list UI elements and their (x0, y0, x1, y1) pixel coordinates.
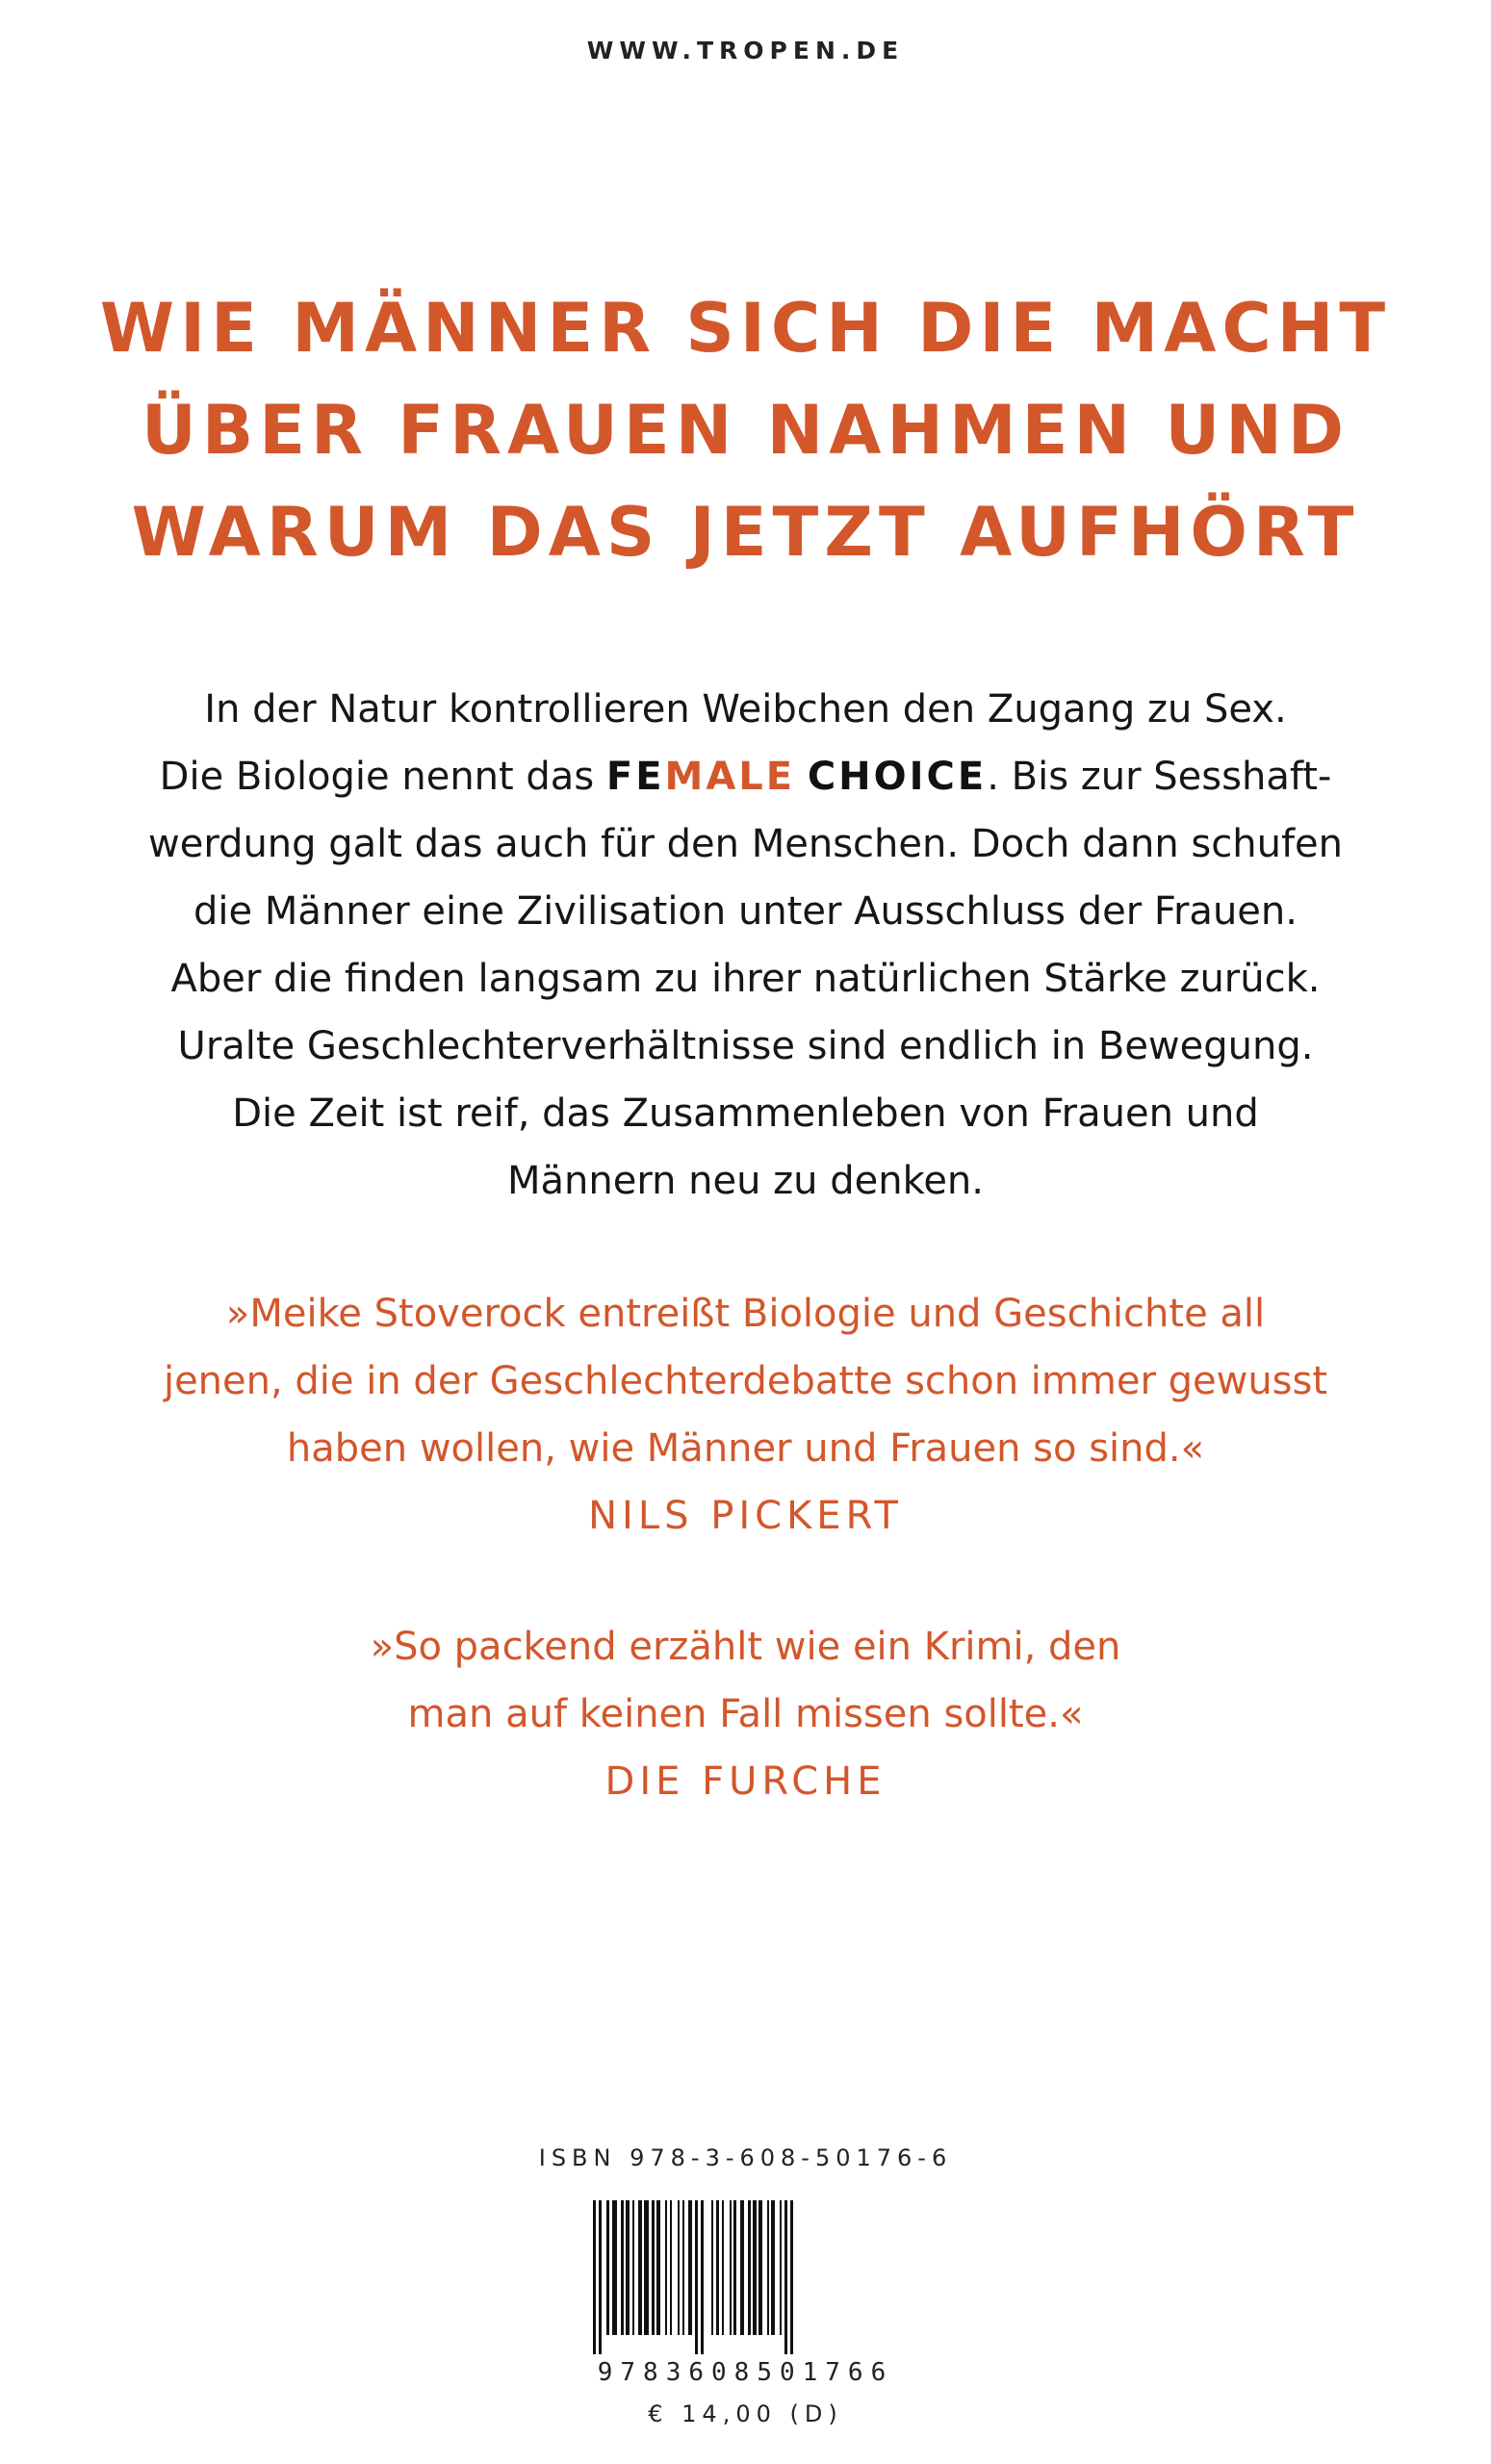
headline-line-2: ÜBER FRAUEN NAHMEN UND (141, 391, 1350, 470)
barcode-bars (589, 2200, 936, 2354)
blurb-line-5: Aber die finden langsam zu ihrer natürlichen Stärke zurück. (170, 957, 1321, 1001)
quote-2-line-2: man auf keinen Fall missen sollte.« (407, 1692, 1084, 1736)
blurb-line-7: Die Zeit ist reif, das Zusammenleben von Frauen und (232, 1091, 1259, 1136)
blurb-line-1: In der Natur kontrollieren Weibchen den Zugang zu Sex. (204, 687, 1287, 732)
female-choice-choice: CHOICE (807, 755, 988, 799)
publisher-url[interactable]: WWW.TROPEN.DE (586, 37, 905, 64)
quote-1-line-3: haben wollen, wie Männer und Frauen so sind.« (286, 1426, 1205, 1471)
female-choice-fe: FE (605, 755, 665, 799)
barcode (589, 2200, 936, 2354)
blurb-line-6: Uralte Geschlechterverhältnisse sind endlich in Bewegung. (177, 1024, 1314, 1068)
quote-1-line-2: jenen, die in der Geschlechterdebatte schon immer gewusst (163, 1359, 1328, 1403)
blurb-line-2-start: Die Biologie nennt das (159, 755, 606, 799)
blurb-text (0, 676, 1491, 1215)
price: € 14,00 (D) (648, 2400, 843, 2427)
review-quote-2 (0, 1613, 1491, 1815)
female-choice-male: MALE (664, 755, 796, 799)
blurb-line-8: Männern neu zu denken. (507, 1159, 984, 1203)
quote-1-line-1: »Meike Stoverock entreißt Biologie und Geschichte all (225, 1292, 1266, 1336)
blurb-line-4: die Männer eine Zivilisation unter Ausschluss der Frauen. (193, 889, 1298, 934)
headline (0, 277, 1491, 583)
blurb-line-2 (0, 743, 1491, 810)
review-quote-1 (0, 1280, 1491, 1550)
quote-2-author: DIE FURCHE (604, 1759, 887, 1804)
quote-1-author: NILS PICKERT (588, 1494, 903, 1538)
headline-line-3: WARUM DAS JETZT AUFHÖRT (131, 493, 1360, 572)
blurb-line-3: werdung galt das auch für den Menschen. Doch dann schufen (148, 822, 1343, 866)
blurb-line-2-end: . Bis zur Sesshaft- (987, 755, 1332, 799)
isbn-label: ISBN 978-3-608-50176-6 (538, 2144, 953, 2171)
headline-line-1: WIE MÄNNER SICH DIE MACHT (99, 289, 1392, 368)
quote-2-line-1: »So packend erzählt wie ein Krimi, den (370, 1625, 1121, 1669)
barcode-digits: 9783608501766 (597, 2358, 894, 2387)
